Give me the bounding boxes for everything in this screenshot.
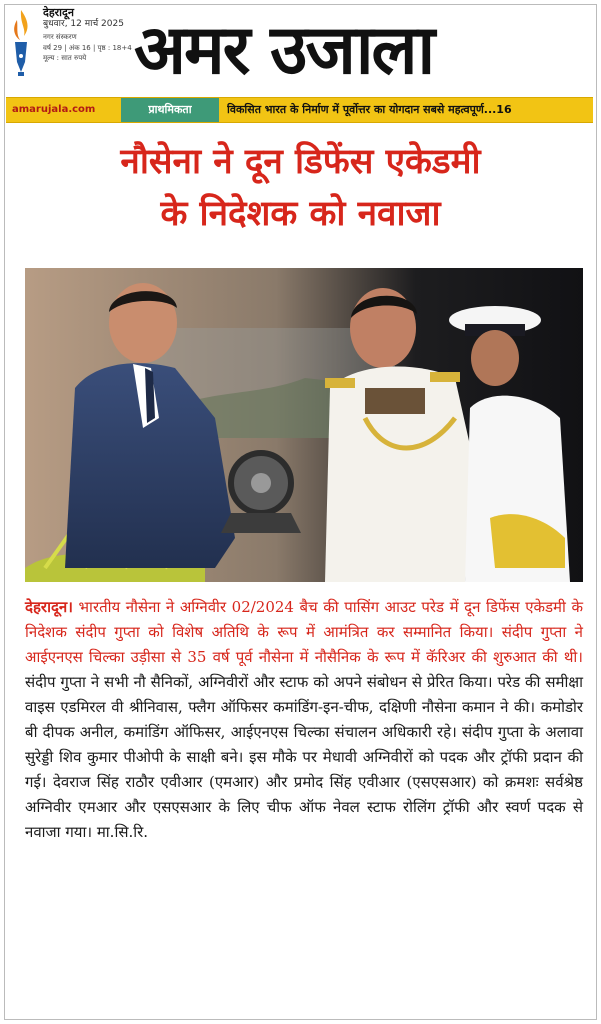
header-strip	[6, 97, 593, 123]
section-tag: प्राथमिकता	[121, 98, 219, 122]
headline-line-1: नौसेना ने दून डिफेंस एकेडमी	[120, 142, 481, 182]
newspaper-logo-icon	[6, 6, 36, 94]
headline-line-2: के निदेशक को नवाजा	[160, 194, 441, 234]
edition-name: नगर संस्करण	[43, 33, 77, 41]
article-lead: भारतीय नौसेना ने अग्निवीर 02/2024 बैच की पासिंग आउट परेड में दून डिफेंस एकेडमी के निदेशक संदीप गुप्ता को विशेष अतिथि के रूप में आमंत्रित कर सम्मानित किया। संदीप गुप्ता ने आईएनएस चिल्का उड़ीसा से 35 वर्ष पूर्व नौसेना में नौसैनिक के रूप में कॅरिअर की शुरुआत की थी।	[25, 598, 583, 666]
site-link[interactable]: amarujala.com	[12, 104, 96, 115]
article-text: संदीप गुप्ता ने सभी नौ सैनिकों, अग्निवीरों और स्टाफ को अपने संबोधन से प्रेरित किया। परेड की समीक्षा वाइस एडमिरल वी श्रीनिवास, फ्लैग ऑफिसर कमांडिंग-इन-चीफ, दक्षिणी नौसेना कमान ने की। कमोडोर बी दीपक अनील, कमांडिंग ऑफिसर, आईएनएस चिल्का संचालन अधिकारी रहे। संदीप गुप्ता के अलावा सुरेड्डी शिव कुमार पीओपी के साक्षी बने। इस मौके पर मेधावी अग्निवीरों को पदक और ट्रॉफी प्रदान की गई। देवराज सिंह राठौर एवीआर (एमआर) और प्रमोद सिंह एवीआर (एसएसआर) को क्रमशः सर्वश्रेष्ठ अग्निवीर एमआर और एसएसआर के लिए चीफ ऑफ नेवल स्टाफ रोलिंग ट्रॉफी और स्वर्ण पदक से नवाजा गया। मा.सि.रि.	[25, 673, 583, 841]
edition-price: मूल्य : सात रुपये	[43, 54, 87, 62]
teaser-headline[interactable]: विकसित भारत के निर्माण में पूर्वोत्तर का योगदान सबसे महत्वपूर्ण...16	[227, 103, 512, 116]
edition-meta: वर्ष 29 | अंक 16 | पृष्ठ : 18+4	[43, 43, 132, 52]
edition-date: बुधवार, 12 मार्च 2025	[43, 18, 124, 29]
edition-city: देहरादून	[43, 6, 74, 19]
edition-info	[43, 8, 135, 64]
award-ceremony-photo	[25, 268, 583, 582]
article-photo	[25, 268, 583, 582]
dateline: देहरादून।	[25, 598, 73, 616]
newspaper-brand: अमर उजाला	[134, 11, 434, 90]
article-headline	[14, 136, 587, 240]
article-body	[25, 595, 583, 845]
